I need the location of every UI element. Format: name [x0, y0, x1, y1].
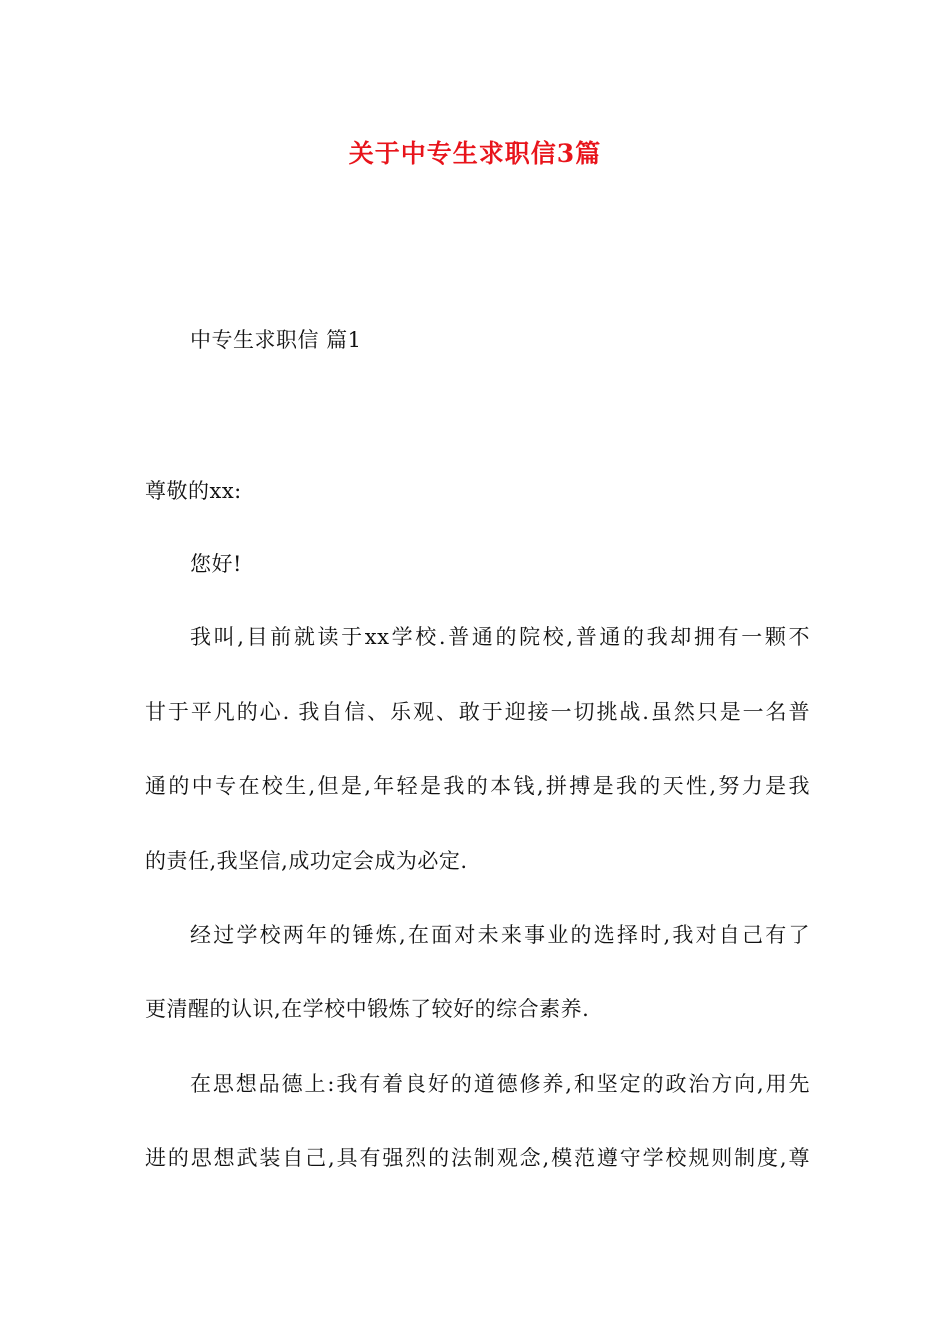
paragraph-1-line-1: 我叫,目前就读于xx学校.普通的院校,普通的我却拥有一颗不	[190, 625, 810, 649]
salutation: 尊敬的xx:	[145, 479, 242, 503]
paragraph-1-line-2: 甘于平凡的心. 我自信、乐观、敢于迎接一切挑战.虽然只是一名普	[145, 700, 810, 724]
greeting: 您好!	[190, 552, 242, 576]
paragraph-2-line-1: 经过学校两年的锤炼,在面对未来事业的选择时,我对自己有了	[190, 923, 810, 947]
paragraph-1-line-3: 通的中专在校生,但是,年轻是我的本钱,拼搏是我的天性,努力是我	[145, 774, 810, 798]
paragraph-3-line-2: 进的思想武装自己,具有强烈的法制观念,模范遵守学校规则制度,尊	[145, 1146, 810, 1170]
paragraph-2-line-2: 更清醒的认识,在学校中锻炼了较好的综合素养.	[145, 997, 590, 1021]
section-heading: 中专生求职信 篇1	[190, 328, 362, 352]
paragraph-3-line-1: 在思想品德上:我有着良好的道德修养,和坚定的政治方向,用先	[190, 1072, 810, 1096]
document-title: 关于中专生求职信3篇	[348, 139, 602, 168]
paragraph-1-line-4: 的责任,我坚信,成功定会成为必定.	[145, 849, 468, 873]
